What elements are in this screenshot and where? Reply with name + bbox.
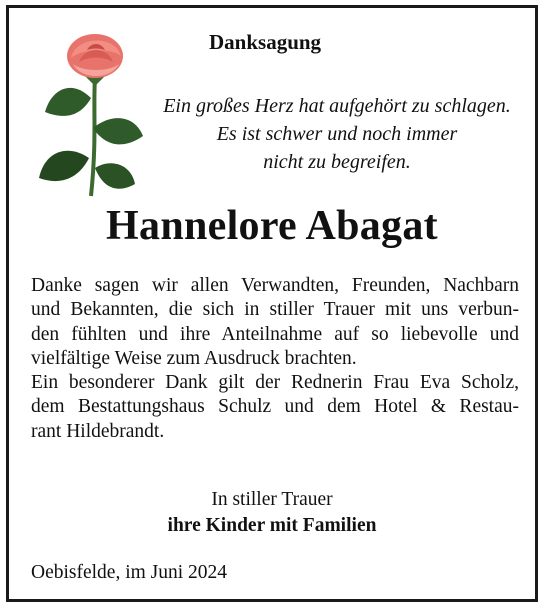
body-line: den fühlten und ihre Anteilnahme auf so liebevolle und (31, 323, 519, 345)
body-line: dem Bestattungshaus Schulz und dem Hotel & Restau- (31, 396, 519, 418)
thank-you-text (31, 274, 519, 444)
deceased-name: Hannelore Abagat (106, 203, 438, 249)
body-line: rant Hildebrandt. (31, 420, 165, 442)
verse-line: Ein großes Herz hat aufgehört zu schlagen. (163, 95, 511, 117)
heading-title: Danksagung (209, 30, 322, 54)
body-line: vielfältige Weise zum Ausdruck brachten. (31, 347, 357, 369)
verse-line: nicht zu begreifen. (263, 151, 411, 173)
body-line: Danke sagen wir allen Verwandten, Freunden, Nachbarn (31, 275, 519, 296)
body-line: und Bekannten, die sich in stiller Trauer mit uns verbun- (31, 299, 519, 321)
place-date: Oebisfelde, im Juni 2024 (31, 562, 228, 583)
rose-icon (31, 28, 149, 198)
signature-names: ihre Kinder mit Familien (167, 515, 377, 536)
body-line: Ein besonderer Dank gilt der Rednerin Frau Eva Scholz, (31, 372, 519, 394)
verse-block (147, 92, 527, 176)
obituary-frame (6, 5, 538, 602)
verse-line: Es ist schwer und noch immer (216, 123, 458, 145)
signature-intro: In stiller Trauer (211, 489, 333, 510)
